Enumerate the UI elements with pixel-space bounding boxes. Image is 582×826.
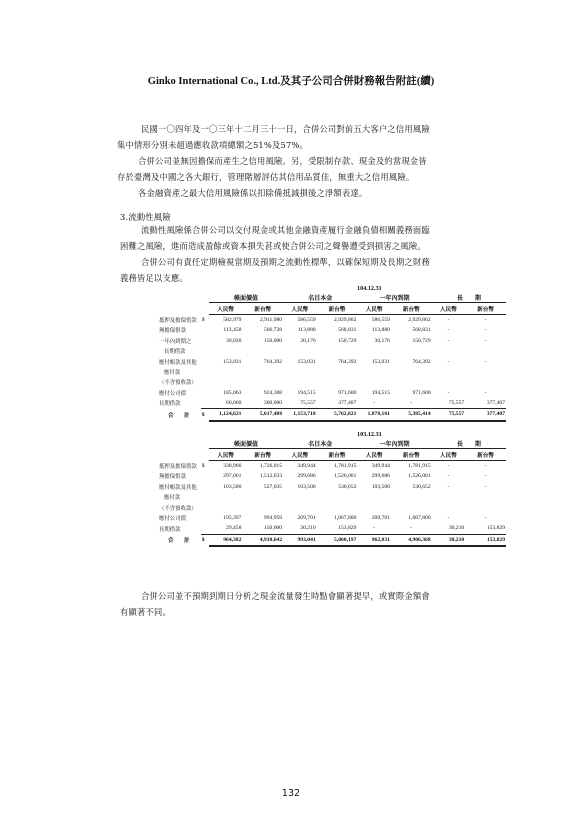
table-cell: 1,512,633 [259,473,283,480]
table-row [158,367,506,377]
table-cell: - [484,473,487,480]
table-cell [209,377,243,387]
currency-symbol: $ [201,316,205,323]
table-cell [391,492,432,502]
group-header-principal: 名目本金 [283,438,357,449]
table-cell [317,346,358,356]
subheader-ntd: 新台幣 [391,449,432,460]
table-cell: 924,388 [263,389,283,396]
group-header-carrying: 帳面價值 [209,292,283,303]
table-cell: 300,000 [242,398,283,409]
table-cell: 994,959 [263,514,283,521]
liquidity-line: 流動性風險係合併公司以交付現金或其他金融資產履行金融負債相關義務面臨 [141,225,430,235]
table-cell: 1,726,015 [259,462,283,469]
table-cell: 1,781,915 [334,462,357,469]
subheader-rmb: 人民幣 [283,303,317,314]
table-row [158,325,506,335]
row-label: 無擔保借款 [159,328,186,335]
table-cell: - [484,389,487,396]
table-cell [283,367,317,377]
table-cell [209,367,243,377]
table-cell: 2,929,862 [334,316,357,323]
table-cell [357,377,391,387]
table-cell: 209,701 [371,514,390,521]
table-cell: 4,906,368 [391,534,432,546]
table-cell [242,367,283,377]
currency-symbol [201,398,209,409]
group-header-within-year: 一年內到期 [357,292,431,303]
intro-line: 民國一〇四年及一〇三年十二月三十一日，合併公司對前五大客户之信用風險 [141,124,430,134]
table-row [158,388,506,398]
subheader-ntd: 新台幣 [465,303,506,314]
row-label: 長期借款 [159,526,181,533]
table-cell: 153,031 [297,358,316,365]
liquidity-line: 合併公司有責任定期檢視當期及預期之流動性標準，以確保短期及長期之財務 [141,257,430,267]
table-cell [465,346,506,356]
table-cell: 150,729 [412,337,431,344]
table-cell [209,492,243,502]
table-cell: 299,686 [297,473,316,480]
currency-symbol [201,502,209,512]
table-cell: 153,031 [223,358,242,365]
table-cell: 586,559 [371,316,390,323]
table-cell: 1,153,718 [283,409,317,421]
table-cell: 5,060,197 [317,534,358,546]
table-cell: - [391,398,432,409]
table-cell: 297,061 [223,473,242,480]
subheader-ntd: 新台幣 [391,303,432,314]
table-row [158,356,506,366]
row-label: 應付帳款及其他 [159,359,197,366]
group-header-carrying: 帳面價值 [209,438,283,449]
table-cell: 75,557 [432,398,466,409]
intro-line: 集中情形分別未超過應收款項總額之51%及57%。 [117,140,309,150]
page-title: Ginko International Co., Ltd.及其子公司合併財務報告附註(續) [147,76,435,87]
subheader-ntd: 新台幣 [242,303,283,314]
table-cell: 971,600 [338,389,357,396]
table-cell: 185,063 [223,389,242,396]
table-row [158,482,506,492]
table-row [158,314,506,325]
table-cell: 530,652 [412,483,431,490]
table-row [158,513,506,523]
subheader-rmb: 人民幣 [357,449,391,460]
currency-symbol: $ [201,534,209,546]
table-cell: - [484,316,487,323]
table-row [158,460,506,471]
row-label: 應付公司債 [159,390,186,397]
row-label: 應付款 [164,369,181,376]
table-cell: 971,600 [412,389,431,396]
table-cell: 530,652 [338,483,357,490]
table-cell: 30,210 [432,534,466,546]
intro-line: 各金融資產之最大信用風險係以扣除備抵減損後之淨額表達。 [138,188,368,198]
table-cell: - [484,337,487,344]
intro-line: 存於臺灣及中國之各大銀行，管理階層評估其信用品質佳，無重大之信用風險。 [117,172,415,182]
table-cell: 5,762,821 [317,409,358,421]
table-cell: 1,078,161 [357,409,391,421]
subheader-rmb: 人民幣 [209,449,243,460]
table-cell: 150,000 [263,337,283,344]
subheader-ntd: 新台幣 [317,449,358,460]
currency-symbol [201,367,209,377]
table-cell: - [484,514,487,521]
table-row [158,523,506,534]
table-cell: - [484,358,487,365]
row-label: 抵押及擔保借款 [159,463,197,470]
table-cell [317,377,358,387]
table-cell: 4,910,642 [242,534,283,546]
table-cell [242,502,283,512]
subheader-ntd: 新台幣 [317,303,358,314]
table-cell [242,377,283,387]
table-cell: 194,515 [297,389,316,396]
table-cell: 568,831 [338,327,357,334]
table-cell: 527,035 [263,483,283,490]
table-cell: 1,124,621 [209,409,243,421]
table-cell [432,346,466,356]
table-cell [283,492,317,502]
table-row [158,346,506,356]
table-cell: - [484,327,487,334]
subheader-ntd: 新台幣 [242,449,283,460]
table-cell [465,502,506,512]
table-cell: 30,210 [432,523,466,534]
group-header-long-term: 長 期 [432,292,506,303]
table-cell: 5,385,414 [391,409,432,421]
table-cell: 349,944 [297,462,316,469]
table-cell [209,502,243,512]
closing-line: 合併公司並不預期到期日分析之現金流量發生時點會顯著提早，或實際金額會 [141,591,430,601]
table-cell: 29,458 [209,523,243,534]
table-cell: 993,041 [283,534,317,546]
table-cell [391,346,432,356]
row-label: 應付帳款及其他 [159,484,197,491]
currency-symbol [201,471,209,481]
liquidity-paragraph [120,222,530,286]
table-cell: 1,067,800 [408,514,431,521]
page-number: 132 [281,788,301,799]
group-header-principal: 名目本金 [283,292,357,303]
table-cell [432,492,466,502]
table-cell [357,492,391,502]
table-cell: 75,557 [432,409,466,421]
table-cell: 60,060 [209,398,243,409]
subheader-rmb: 人民幣 [283,449,317,460]
subheader-rmb: 人民幣 [432,449,466,460]
table-cell: 153,829 [465,534,506,546]
table-cell: 209,701 [297,514,316,521]
liquidity-line: 義務皆足以支應。 [120,273,188,283]
table-cell: 1,067,800 [334,514,357,521]
table-cell: 30,176 [300,337,316,344]
table-cell: 377,407 [317,398,358,409]
table-cell: 5,617,488 [242,409,283,421]
table-total-row [158,534,506,546]
row-label: 長期借款 [159,401,181,408]
table-cell: - [484,462,487,469]
table-cell: 962,831 [357,534,391,546]
table-cell: 195,397 [223,514,242,521]
currency-symbol [201,523,209,534]
intro-line: 合併公司並無因擔保而產生之信用風險。另，受限制存款、現金及約當現金皆 [138,156,427,166]
table-cell [242,492,283,502]
table-cell: 30,030 [226,337,242,344]
table-cell: 349,944 [371,462,390,469]
table-cell [357,346,391,356]
table-cell [283,502,317,512]
row-label: （不含預收款） [159,505,197,512]
table-cell: 103,500 [297,483,316,490]
table-cell [391,367,432,377]
table-cell: 113,458 [223,327,242,334]
table-cell [391,377,432,387]
table-cell: 764,392 [338,358,357,365]
table-cell: 113,880 [371,327,390,334]
table-cell: - [357,398,391,409]
table-cell: 338,966 [223,462,242,469]
table-cell [317,367,358,377]
table-cell [283,377,317,387]
maturity-table-104 [158,292,506,422]
table-total-row [158,409,506,421]
table-cell: - [447,483,450,490]
table-row [158,398,506,409]
currency-symbol [201,377,209,387]
table-cell: 113,880 [297,327,316,334]
table-cell: - [447,462,450,469]
table-cell: 153,829 [465,523,506,534]
section-heading: 3.流動性風險 [120,212,171,222]
table-cell [465,492,506,502]
currency-symbol [201,356,209,366]
group-header-long-term: 長 期 [432,438,506,449]
table-cell: 566,728 [263,327,283,334]
currency-symbol [201,492,209,502]
table-cell: 1,526,001 [408,473,431,480]
table-cell: - [447,389,450,396]
table-date-104: 104.12.31 [357,285,382,292]
table-cell: 377,407 [465,398,506,409]
row-label: （不含預收款） [159,380,197,387]
table-cell: 153,829 [317,523,358,534]
table-cell: - [447,358,450,365]
table-cell: - [447,337,450,344]
table-cell: 194,515 [371,389,390,396]
table-cell [283,346,317,356]
table-row [158,336,506,346]
table-cell: - [447,473,450,480]
currency-symbol: $ [201,409,209,421]
table-cell: 75,557 [283,398,317,409]
table-cell: - [484,483,487,490]
row-label: 合 計 [168,412,190,419]
subheader-rmb: 人民幣 [209,303,243,314]
table-cell [465,377,506,387]
table-cell [391,502,432,512]
table-cell: 150,729 [338,337,357,344]
subheader-rmb: 人民幣 [357,303,391,314]
currency-symbol [201,346,209,356]
table-cell: 299,686 [371,473,390,480]
table-cell: 2,911,980 [259,316,283,323]
table-cell: - [447,316,450,323]
table-cell [357,367,391,377]
table-cell [242,346,283,356]
table-body-103 [158,460,506,546]
subheader-ntd: 新台幣 [465,449,506,460]
row-label: 應付款 [164,495,181,502]
currency-symbol [201,388,209,398]
row-label: 抵押及擔保借款 [159,317,197,324]
table-cell: 964,382 [209,534,243,546]
group-header-within-year: 一年內到期 [357,438,431,449]
currency-symbol: $ [201,462,205,469]
table-cell: 150,000 [242,523,283,534]
table-cell: 1,526,001 [334,473,357,480]
table-cell: - [447,514,450,521]
table-cell: - [357,523,391,534]
table-cell: - [391,523,432,534]
table-cell: 377,407 [465,409,506,421]
table-cell: 764,392 [263,358,283,365]
row-label: 應付公司債 [159,515,186,522]
currency-symbol [201,325,209,335]
table-cell: 30,210 [283,523,317,534]
table-cell: 764,392 [412,358,431,365]
row-label: 長期借款 [164,349,186,356]
currency-symbol [201,336,209,346]
table-cell: 30,176 [374,337,390,344]
table-row [158,471,506,481]
table-cell: 582,979 [223,316,242,323]
table-cell [432,367,466,377]
table-cell: 103,500 [223,483,242,490]
table-cell [317,502,358,512]
row-label: 無擔保借款 [159,474,186,481]
liquidity-line: 困難之風險，進而造成盈餘或資本損失甚或使合併公司之聲譽遭受到損害之風險。 [120,241,426,251]
table-cell: 153,031 [371,358,390,365]
table-cell [317,492,358,502]
table-row [158,377,506,387]
intro-paragraph [117,121,530,201]
closing-line: 有顯著不同。 [120,607,171,617]
table-cell: 568,831 [412,327,431,334]
table-cell: - [447,327,450,334]
table-cell [357,502,391,512]
table-cell: 586,559 [297,316,316,323]
closing-paragraph [120,588,530,620]
currency-symbol [201,482,209,492]
table-cell: 1,781,915 [408,462,431,469]
row-label: 合 計 [168,537,190,544]
table-cell: 103,500 [371,483,390,490]
table-cell [432,377,466,387]
row-label: 一年內到期之 [159,338,192,345]
subheader-rmb: 人民幣 [432,303,466,314]
table-cell: 2,929,862 [408,316,431,323]
table-row [158,502,506,512]
table-date-103: 103.12.31 [357,431,382,438]
table-cell [432,502,466,512]
table-body-104 [158,314,506,420]
table-cell [209,346,243,356]
maturity-table-103 [158,438,506,547]
currency-symbol [201,513,209,523]
table-cell [465,367,506,377]
table-row [158,492,506,502]
